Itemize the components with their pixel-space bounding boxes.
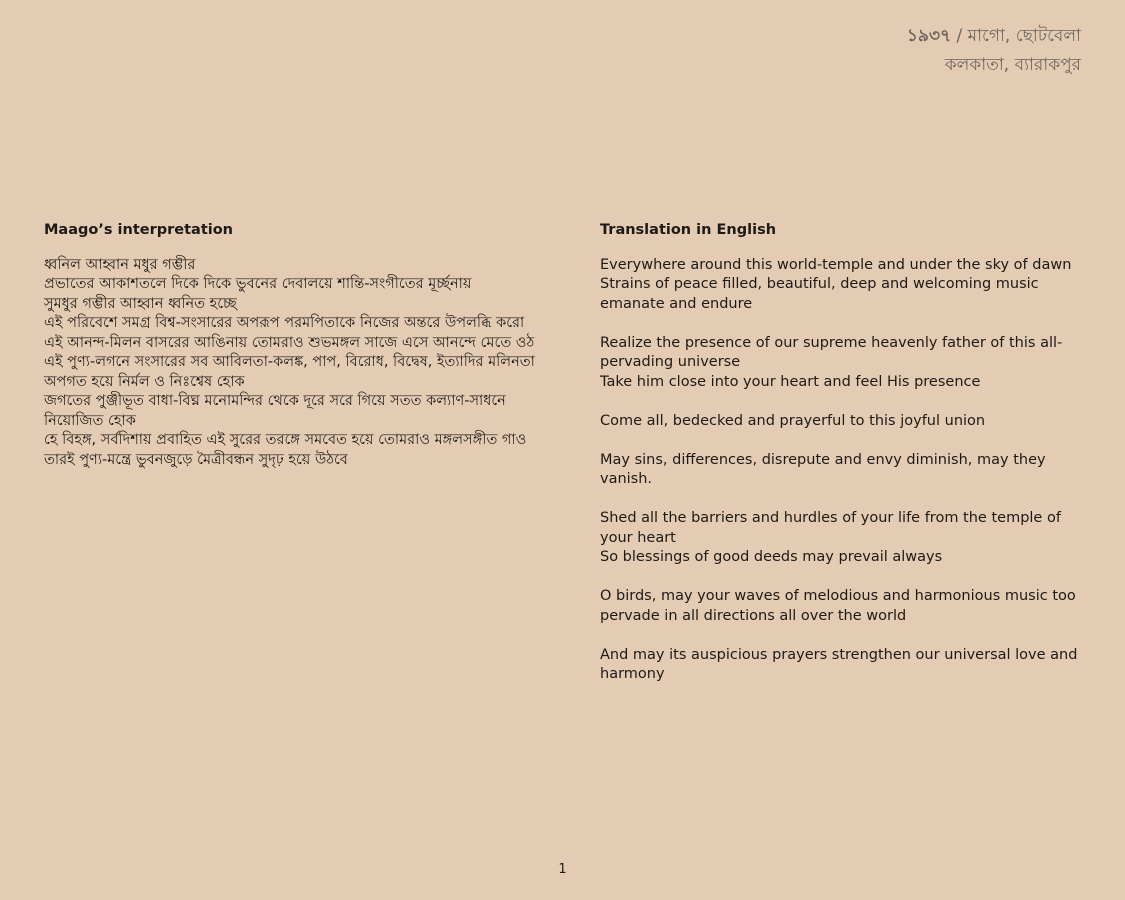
bengali-line: ধ্বনিল আহ্বান মধুর গম্ভীর <box>44 256 196 273</box>
translation-line: May sins, differences, disrepute and envy diminish, may they vanish. <box>600 451 1046 487</box>
english-translation <box>600 256 1082 685</box>
header-year: ১৯৩৭ <box>906 26 952 46</box>
bengali-poem <box>44 256 544 471</box>
english-column <box>600 221 1082 685</box>
translation-stanza <box>600 334 1082 393</box>
bengali-line: তারই পুণ্য-মন্ত্রে ভুবনজুড়ে মৈত্রীবন্ধন সুদৃঢ় হয়ে উঠবে <box>44 451 348 468</box>
translation-line: Strains of peace filled, beautiful, deep and welcoming music emanate and endure <box>600 276 1039 312</box>
translation-line: So blessings of good deeds may prevail always <box>600 549 943 565</box>
bengali-line: এই পুণ্য-লগনে সংসারের সব আবিলতা-কলঙ্ক, পাপ, বিরোধ, বিদ্বেষ, ইত্যাদির মলিনতা অপগত হয়ে নির্মল ও নিঃশ্বেষ হোক <box>44 354 535 390</box>
translation-stanza <box>600 646 1082 685</box>
translation-line: Shed all the barriers and hurdles of your life from the temple of your heart <box>600 510 1061 546</box>
header-title: মাগো, ছোটবেলা <box>967 26 1081 46</box>
bengali-line: প্রভাতের আকাশতলে দিকে দিকে ভুবনের দেবালয়ে শান্তি-সংগীতের মূর্চ্ছনায় <box>44 276 472 292</box>
bengali-line: জগতের পুঞ্জীভূত বাধা-বিঘ্ন মনোমন্দির থেকে দূরে সরে গিয়ে সতত কল্যাণ-সাধনে নিয়োজিত হোক <box>44 393 506 429</box>
translation-line: And may its auspicious prayers strengthen our universal love and harmony <box>600 646 1078 682</box>
translation-line: O birds, may your waves of melodious and harmonious music too pervade in all directions all over the world <box>600 588 1076 624</box>
english-column-title: Translation in English <box>600 222 777 238</box>
translation-line: Realize the presence of our supreme heavenly father of this all-pervading universe <box>600 334 1063 370</box>
header-place: কলকাতা, ব্যারাকপুর <box>944 55 1081 75</box>
bengali-line: হে বিহঙ্গ, সর্বদিশায় প্রবাহিত এই সুরের তরঙ্গে সমবেত হয়ে তোমরাও মঙ্গলসঙ্গীত গাও <box>44 432 527 448</box>
translation-stanza <box>600 509 1082 568</box>
translation-line: Everywhere around this world-temple and under the sky of dawn <box>600 256 1072 273</box>
bengali-line: সুমধুর গম্ভীর আহ্বান ধ্বনিত হচ্ছে <box>44 295 237 312</box>
bengali-column <box>44 221 544 470</box>
translation-line: Take him close into your heart and feel His presence <box>600 373 981 390</box>
bengali-line: এই পরিবেশে সমগ্র বিশ্ব-সংসারের অপরূপ পরমপিতাকে নিজের অন্তরে উপলব্ধি করো <box>44 315 525 331</box>
translation-line: Come all, bedecked and prayerful to this joyful union <box>600 412 986 429</box>
translation-stanza <box>600 451 1082 490</box>
translation-stanza <box>600 256 1082 315</box>
translation-stanza <box>600 587 1082 626</box>
page-header <box>907 22 1081 80</box>
header-separator: / <box>951 26 968 46</box>
bengali-column-title: Maago’s interpretation <box>44 222 234 238</box>
bengali-line: এই আনন্দ-মিলন বাসরের আঙিনায় তোমরাও শুভমঙ্গল সাজে এসে আনন্দে মেতে ওঠ <box>44 334 535 351</box>
translation-stanza <box>600 412 1082 432</box>
header-title-line <box>907 22 1081 51</box>
page-number: 1 <box>558 862 567 877</box>
